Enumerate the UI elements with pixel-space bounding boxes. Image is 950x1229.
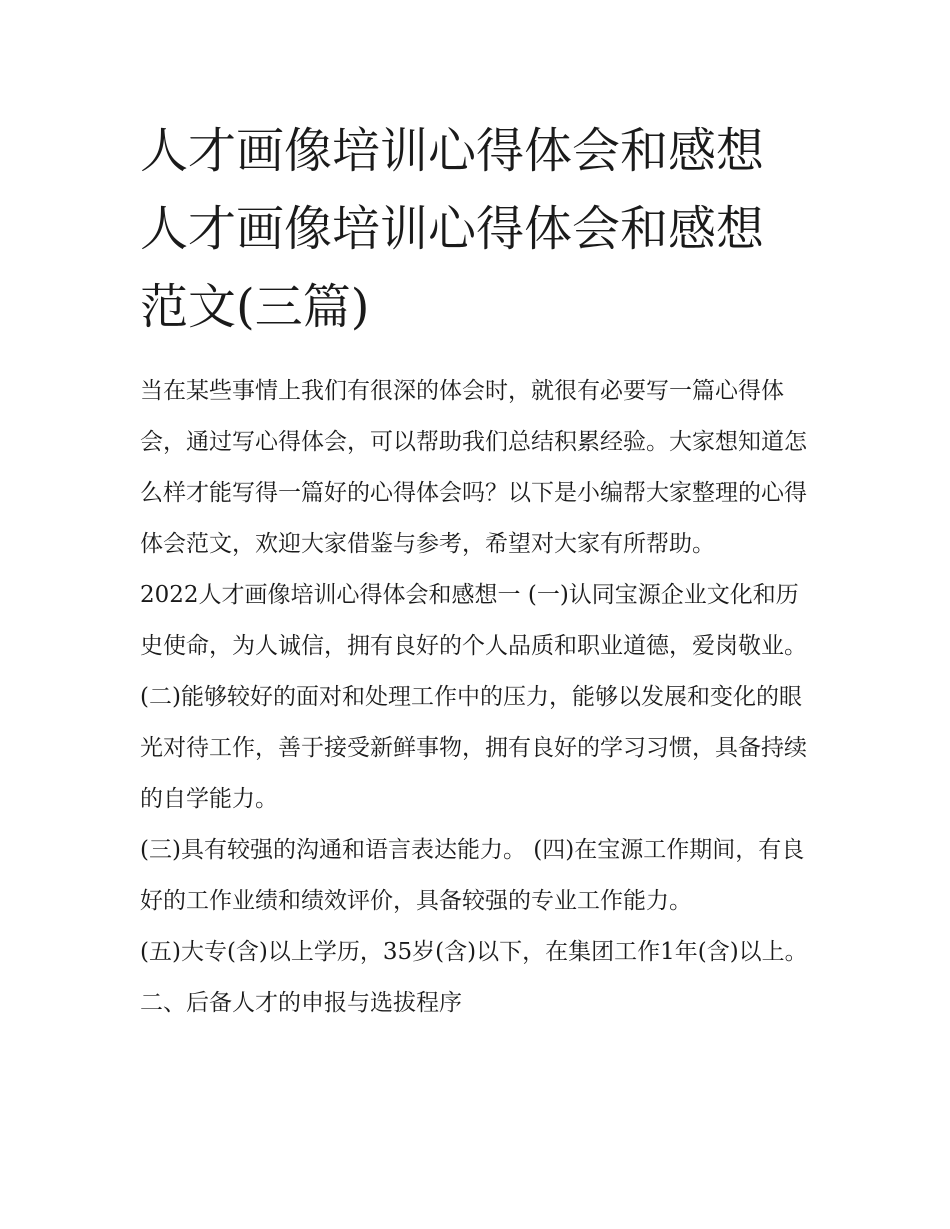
document-page (140, 112, 812, 1029)
paragraph-4: (五)大专(含)以上学历，35岁(含)以下，在集团工作1年(含)以上。 二、后备人才的申报与选拔程序 (140, 939, 808, 1016)
document-body (140, 366, 812, 1029)
paragraph-3: (三)具有较强的沟通和语言表达能力。 (四)在宝源工作期间，有良好的工作业绩和绩效评价，具备较强的专业工作能力。 (140, 837, 805, 914)
paragraph-intro: 当在某些事情上我们有很深的体会时，就很有必要写一篇心得体会，通过写心得体会，可以帮助我们总结积累经验。大家想知道怎么样才能写得一篇好的心得体会吗？以下是小编帮大家整理的心得体会范文，欢迎大家借鉴与参考，希望对大家有所帮助。 (140, 378, 807, 557)
title-line-1: 人才画像培训心得体会和感想 (140, 123, 765, 179)
document-title (140, 112, 812, 346)
title-line-2: 人才画像培训心得体会和感想 (140, 201, 765, 257)
paragraph-2: (二)能够较好的面对和处理工作中的压力，能够以发展和变化的眼光对待工作，善于接受新鲜事物，拥有良好的学习习惯，具备持续的自学能力。 (140, 684, 807, 812)
paragraph-1: 2022人才画像培训心得体会和感想一 (一)认同宝源企业文化和历史使命，为人诚信，拥有良好的个人品质和职业道德，爱岗敬业。 (140, 582, 807, 659)
title-line-3: 范文(三篇) (140, 279, 370, 335)
